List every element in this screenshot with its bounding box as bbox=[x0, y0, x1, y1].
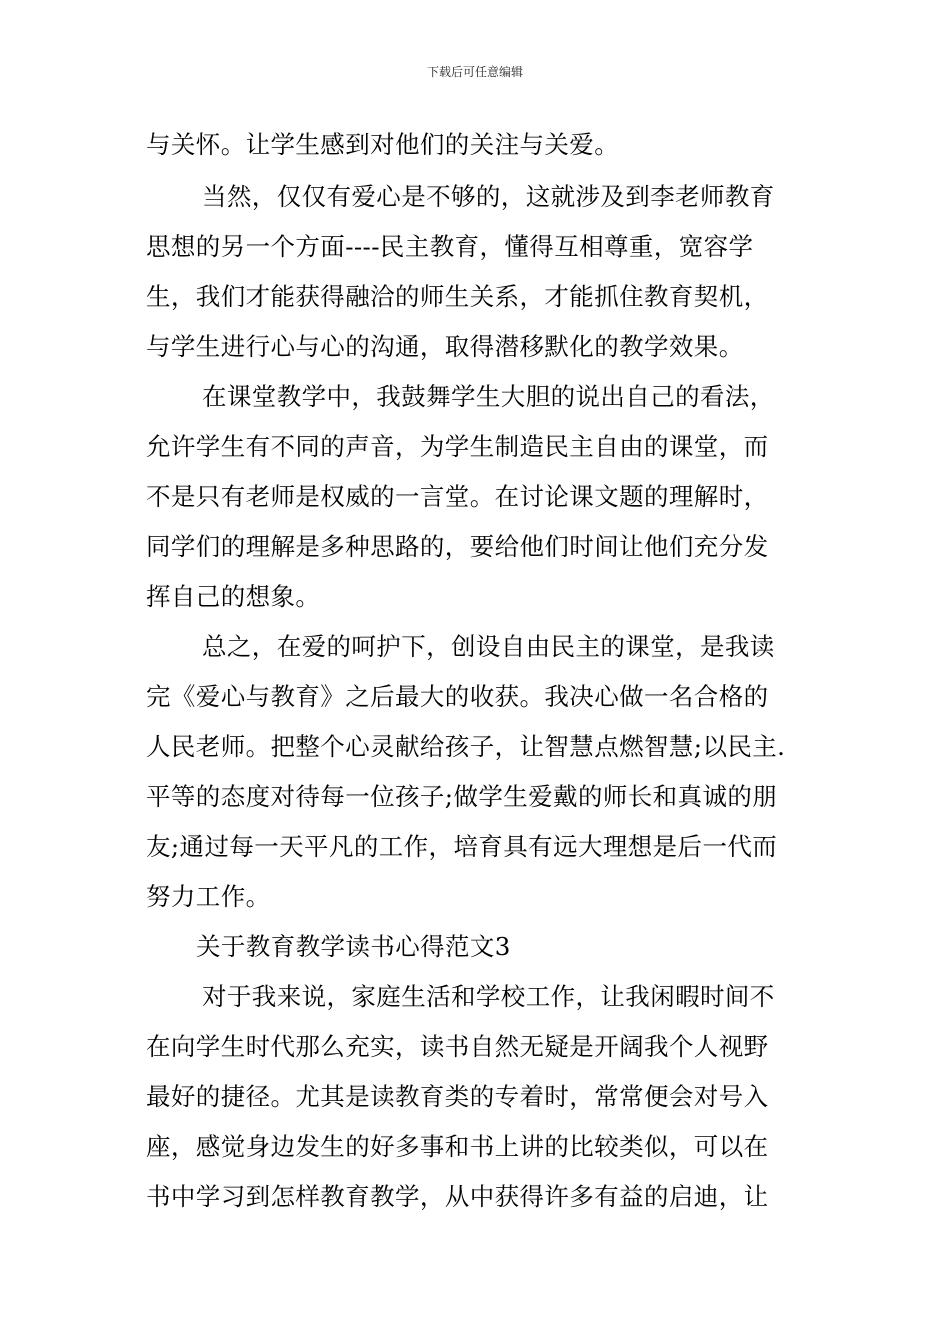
text-line: 与学生进行心与心的沟通，取得潜移默化的教学效果。 bbox=[146, 332, 744, 361]
text-line: 与关怀。让学生感到对他们的关注与关爱。 bbox=[146, 130, 620, 159]
text-line: 生，我们才能获得融洽的师生关系，才能抓住教育契机， bbox=[146, 282, 769, 311]
text-line: 平等的态度对待每一位孩子;做学生爱戴的师长和真诚的朋 bbox=[146, 782, 778, 811]
paragraph-start-line: 在课堂教学中，我鼓舞学生大胆的说出自己的看法， bbox=[202, 382, 775, 411]
text-line: 书中学习到怎样教育教学，从中获得许多有益的启迪，让 bbox=[146, 1182, 769, 1211]
text-line: 思想的另一个方面----民主教育，懂得互相尊重，宽容学 bbox=[146, 232, 754, 261]
paragraph-start-line: 总之，在爱的呵护下，创设自由民主的课堂，是我读 bbox=[202, 632, 775, 661]
text-line: 座，感觉身边发生的好多事和书上讲的比较类似，可以在 bbox=[146, 1132, 769, 1161]
page-header: 下载后可任意编辑 bbox=[426, 65, 523, 79]
text-line: 不是只有老师是权威的一言堂。在讨论课文题的理解时， bbox=[146, 482, 769, 511]
text-line: 人民老师。把整个心灵献给孩子，让智慧点燃智慧;以民主. bbox=[146, 732, 786, 761]
text-line: 在向学生时代那么充实，读书自然无疑是开阔我个人视野 bbox=[146, 1032, 769, 1061]
text-line: 允许学生有不同的声音，为学生制造民主自由的课堂，而 bbox=[146, 432, 769, 461]
text-line: 友;通过每一天平凡的工作，培育具有远大理想是后一代而 bbox=[146, 832, 778, 861]
paragraph-start-line: 当然，仅仅有爱心是不够的，这就涉及到李老师教育 bbox=[202, 182, 775, 211]
text-line: 最好的捷径。尤其是读教育类的专着时，常常便会对号入 bbox=[146, 1082, 769, 1111]
text-line: 同学们的理解是多种思路的，要给他们时间让他们充分发 bbox=[146, 532, 769, 561]
section-heading: 关于教育教学读书心得范文3 bbox=[196, 932, 511, 961]
text-line: 完《爱心与教育》之后最大的收获。我决心做一名合格的 bbox=[146, 682, 769, 711]
paragraph-start-line: 对于我来说，家庭生活和学校工作，让我闲暇时间不 bbox=[202, 982, 775, 1011]
text-line: 努力工作。 bbox=[146, 882, 271, 911]
text-line: 挥自己的想象。 bbox=[146, 582, 321, 611]
